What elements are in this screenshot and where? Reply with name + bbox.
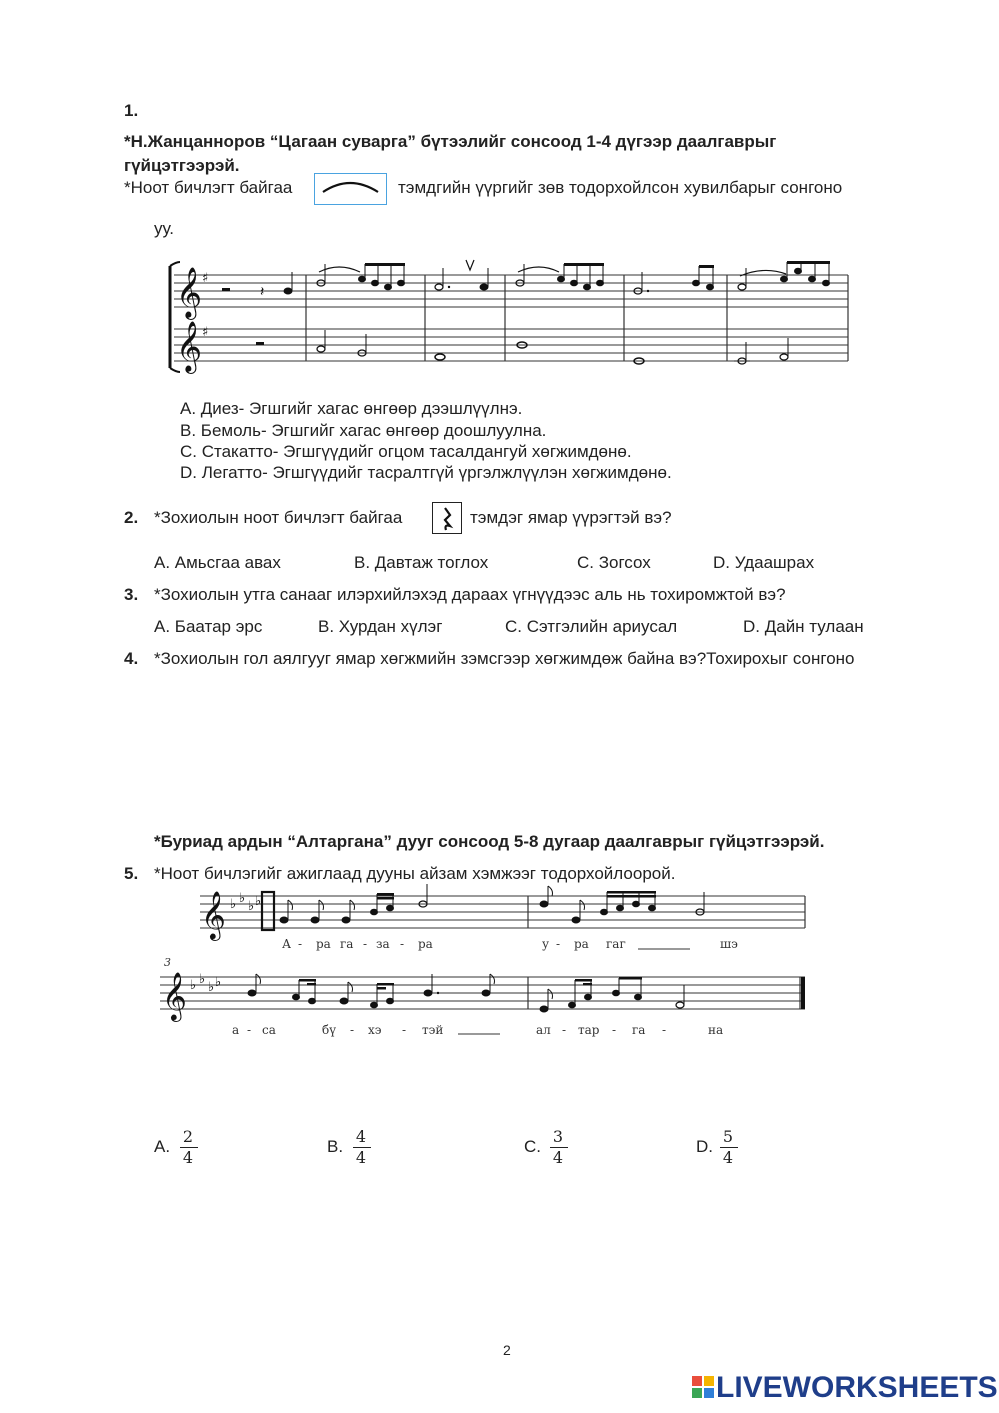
- lyric-1-11: ра: [574, 937, 589, 951]
- music-score-1: [164, 260, 854, 375]
- lyric-1-1: А: [282, 937, 292, 951]
- task-5-option-b[interactable]: B.: [327, 1137, 344, 1156]
- svg-text:𝄽: 𝄽: [260, 284, 265, 300]
- svg-text:♭: ♭: [248, 899, 255, 914]
- task-3-option-d[interactable]: D. Дайн тулаан: [743, 617, 864, 636]
- fraction-num: 5: [722, 1127, 734, 1146]
- slur-icon: [315, 174, 386, 204]
- fraction-den: 4: [355, 1148, 367, 1167]
- lyric-2-9: ал: [536, 1023, 551, 1037]
- fraction-num: 4: [355, 1127, 367, 1146]
- task-1-option-c[interactable]: C. Стакатто- Эгшгүүдийг огцом тасалдангуй хөгжимдөнө.: [180, 442, 632, 461]
- lyric-2-10: -: [562, 1023, 567, 1037]
- lyric-2-7: -: [402, 1023, 407, 1037]
- time-signature-b[interactable]: [353, 1128, 369, 1167]
- fraction-den: 4: [182, 1148, 194, 1167]
- task-3-option-a[interactable]: A. Баатар эрс: [154, 617, 263, 636]
- lyric-1-4: га: [340, 937, 354, 951]
- lyric-2-11: тар: [578, 1023, 600, 1037]
- lyric-2-12: -: [612, 1023, 617, 1037]
- task-2-option-c[interactable]: C. Зогсох: [577, 553, 651, 572]
- svg-text:♭: ♭: [230, 897, 237, 912]
- task-3-prompt: *Зохиолын утга санааг илэрхийлэхэд дараах үгнүүдээс аль нь тохиромжтой вэ?: [154, 585, 786, 604]
- task-1-heading: *Н.Жанцанноров “Цагаан суварга” бүтээлийг сонсоод 1-4 дүгээр даалгаврыг: [124, 132, 777, 151]
- svg-text:♭: ♭: [215, 975, 222, 990]
- lyric-1-13: шэ: [720, 937, 738, 951]
- quarter-rest-icon: [433, 503, 461, 533]
- svg-text:♭: ♭: [255, 894, 262, 909]
- rest-symbol-box: [432, 502, 462, 534]
- task-1-prompt: *Ноот бичлэгт байгаа: [124, 178, 293, 197]
- svg-text:♭: ♭: [239, 891, 246, 906]
- lyric-2-8: тэй: [422, 1023, 444, 1037]
- task-1-prompt-end: уу.: [154, 219, 175, 238]
- page-number: 2: [503, 1342, 511, 1358]
- svg-text:♭: ♭: [190, 978, 197, 993]
- task-4-prompt: *Зохиолын гол аялгууг ямар хөгжмийн зэмсгээр хөгжимдөж байна вэ?Тохирохыг сонгоно: [154, 649, 855, 668]
- lyric-2-4: бү: [322, 1023, 337, 1037]
- task-2-option-b[interactable]: B. Давтаж тоглох: [354, 553, 489, 572]
- lyric-1-10: -: [556, 937, 561, 951]
- lyric-1-12: гаг: [606, 937, 626, 951]
- lyric-2-1: а: [232, 1023, 240, 1037]
- task-5-number: 5.: [124, 864, 139, 883]
- lyric-1-8: ра: [418, 937, 433, 951]
- task-1-option-b[interactable]: B. Бемоль- Эгшгийг хагас өнгөөр доошлуулна.: [180, 421, 547, 440]
- svg-text:♭: ♭: [199, 972, 206, 987]
- task-1-heading-cont: гүйцэтгээрэй.: [124, 156, 240, 175]
- measure-number: 3: [164, 956, 171, 969]
- svg-text:𝄞: 𝄞: [176, 267, 203, 318]
- task-5-prompt: *Ноот бичлэгийг ажиглаад дууны айзам хэмжээг тодорхойлоорой.: [154, 864, 676, 883]
- task-4-number: 4.: [124, 649, 139, 668]
- task-5-option-c[interactable]: C.: [524, 1137, 541, 1156]
- task-2-prompt-cont: тэмдэг ямар үүрэгтэй вэ?: [470, 508, 672, 527]
- lyric-1-6: за: [376, 937, 390, 951]
- lyric-1-3: ра: [316, 937, 331, 951]
- svg-text:♯: ♯: [202, 325, 209, 340]
- lyric-1-5: -: [363, 937, 368, 951]
- svg-text:𝄞: 𝄞: [201, 890, 226, 939]
- fraction-num: 3: [552, 1127, 564, 1146]
- music-score-2: [160, 886, 810, 1046]
- svg-text:𝄞: 𝄞: [176, 321, 203, 372]
- lyric-1-7: -: [400, 937, 405, 951]
- task-1-prompt-cont: тэмдгийн үүргийг зөв тодорхойлсон хувилбарыг сонгоно: [398, 178, 843, 197]
- task-2-option-d[interactable]: D. Удаашрах: [713, 553, 815, 572]
- task-1-option-d[interactable]: D. Легатто- Эгшгүүдийг тасралтгүй үргэлжлүүлэн хөгжимдөнө.: [180, 463, 672, 482]
- task-5-option-a[interactable]: A.: [154, 1137, 171, 1156]
- task-1-option-a[interactable]: A. Диез- Эгшгийг хагас өнгөөр дээшлүүлнэ.: [180, 399, 523, 418]
- section-2-heading: *Буриад ардын “Алтаргана” дууг сонсоод 5-8 дугаар даалгаврыг гүйцэтгээрэй.: [154, 832, 825, 851]
- task-2-option-a[interactable]: A. Амьсгаа авах: [154, 553, 281, 572]
- fraction-den: 4: [552, 1148, 564, 1167]
- lyric-2-2: -: [247, 1023, 252, 1037]
- svg-text:♭: ♭: [208, 980, 215, 995]
- lyric-1-9: у: [542, 937, 550, 951]
- lyric-2-5: -: [350, 1023, 355, 1037]
- task-3-option-c[interactable]: C. Сэтгэлийн ариусал: [505, 617, 678, 636]
- svg-text:♯: ♯: [202, 271, 209, 286]
- svg-text:𝄞: 𝄞: [162, 971, 187, 1020]
- task-2-prompt: *Зохиолын ноот бичлэгт байгаа: [154, 508, 403, 527]
- lyric-1-2: -: [298, 937, 303, 951]
- lyric-2-6: хэ: [368, 1023, 382, 1037]
- time-signature-c[interactable]: [550, 1128, 566, 1167]
- lyric-2-13: га: [632, 1023, 646, 1037]
- task-1-number: 1.: [124, 101, 139, 120]
- lyric-2-14: -: [662, 1023, 667, 1037]
- task-3-option-b[interactable]: B. Хурдан хүлэг: [318, 617, 443, 636]
- lyric-2-15: на: [708, 1023, 724, 1037]
- task-3-number: 3.: [124, 585, 139, 604]
- fraction-den: 4: [722, 1148, 734, 1167]
- time-signature-a[interactable]: [180, 1128, 196, 1167]
- fraction-num: 2: [182, 1127, 194, 1146]
- time-signature-d[interactable]: [720, 1128, 736, 1167]
- task-5-option-d[interactable]: D.: [696, 1137, 713, 1156]
- slur-symbol-box: [314, 173, 387, 205]
- brand-logo[interactable]: LIVEWORKSHEETS: [716, 1371, 998, 1404]
- time-signature-blank-box[interactable]: [262, 892, 274, 930]
- lyric-2-3: са: [262, 1023, 276, 1037]
- task-2-number: 2.: [124, 508, 139, 527]
- liveworksheets-logo-icon: [692, 1376, 714, 1398]
